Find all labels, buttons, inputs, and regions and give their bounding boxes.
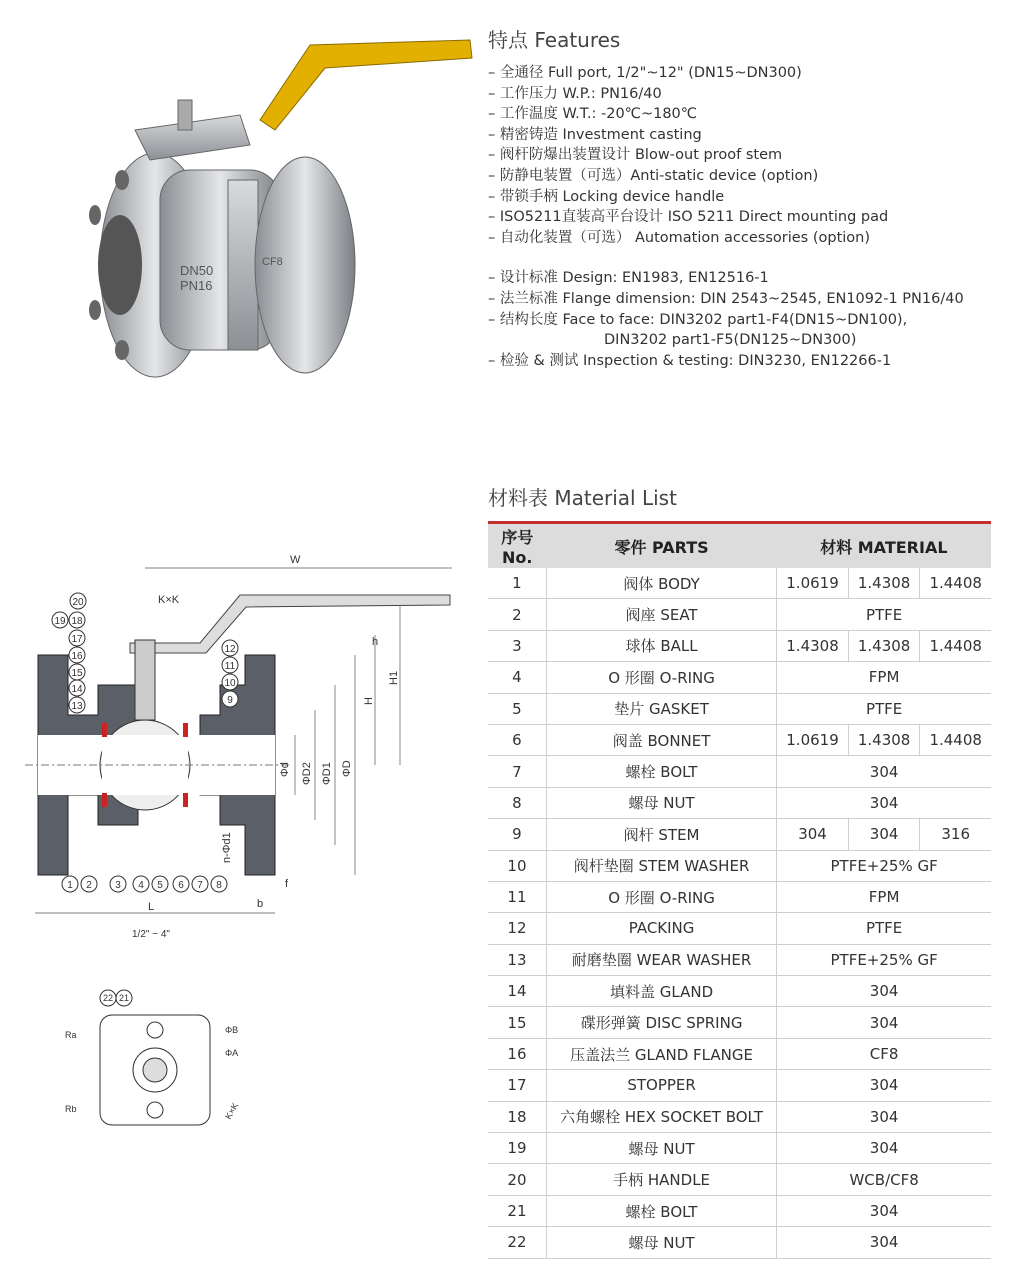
features-title: 特点 Features <box>488 28 621 52</box>
cell-no: 4 <box>488 662 546 693</box>
dim-phi-d1: ΦD1 <box>321 762 333 785</box>
cell-part: 螺栓 BOLT <box>546 1195 776 1226</box>
table-row <box>488 724 991 755</box>
callout: 2 <box>86 880 92 891</box>
table-row <box>488 1070 991 1101</box>
cell-part: 螺栓 BOLT <box>546 756 776 787</box>
cell-material: FPM <box>777 881 991 912</box>
callout: 1 <box>67 880 73 891</box>
cell-no: 15 <box>488 1007 546 1038</box>
cell-no: 5 <box>488 693 546 724</box>
table-row <box>488 1101 991 1132</box>
cell-part: 耐磨垫圈 WEAR WASHER <box>546 944 776 975</box>
cell-material: 1.0619 <box>777 568 849 599</box>
table-row <box>488 693 991 724</box>
cell-no: 14 <box>488 976 546 1007</box>
callout: 20 <box>72 597 84 608</box>
dim-f: f <box>285 878 289 890</box>
dim-b: b <box>257 898 264 910</box>
table-row <box>488 850 991 881</box>
table-row <box>488 1038 991 1069</box>
cell-no: 6 <box>488 724 546 755</box>
feature-item: – 自动化装置（可选） Automation accessories (option) <box>488 228 1003 249</box>
callout: 8 <box>216 880 222 891</box>
callout: 17 <box>71 634 83 645</box>
table-row <box>488 1227 991 1258</box>
dim-phi-big-d: ΦD <box>341 760 353 777</box>
feature-item: – ISO5211直装高平台设计 ISO 5211 Direct mounting pad <box>488 207 1003 228</box>
cell-no: 18 <box>488 1101 546 1132</box>
cell-part: 阀座 SEAT <box>546 599 776 630</box>
table-row <box>488 1164 991 1195</box>
dim-size-range: 1/2" ~ 4" <box>132 929 170 940</box>
section-drawing <box>20 545 465 945</box>
cell-part: O 形圈 O-RING <box>546 881 776 912</box>
label-phi-a: ΦA <box>225 1048 239 1058</box>
cell-no: 1 <box>488 568 546 599</box>
cell-no: 20 <box>488 1164 546 1195</box>
callout: 21 <box>119 993 130 1003</box>
table-row <box>488 756 991 787</box>
cell-material: 304 <box>777 787 991 818</box>
label-phi-b: ΦB <box>225 1025 239 1035</box>
cell-part: O 形圈 O-RING <box>546 662 776 693</box>
dim-phi-d: Φd <box>279 762 291 777</box>
table-row <box>488 662 991 693</box>
cell-material: 304 <box>777 976 991 1007</box>
feature-item: – 防静电装置（可选）Anti-static device (option) <box>488 166 1003 187</box>
cell-part: PACKING <box>546 913 776 944</box>
standard-item: – 法兰标准 Flange dimension: DIN 2543~2545, EN1092-1 PN16/40 <box>488 289 1003 310</box>
feature-item: – 全通径 Full port, 1/2"~12" (DN15~DN300) <box>488 63 1003 84</box>
material-table <box>488 521 991 1259</box>
dim-h1: H1 <box>388 670 400 685</box>
material-list-title: 材料表 Material List <box>488 486 677 510</box>
callout: 5 <box>157 880 163 891</box>
standard-item: – 结构长度 Face to face: DIN3202 part1-F4(DN15~DN100), <box>488 310 1003 331</box>
cell-no: 13 <box>488 944 546 975</box>
cell-no: 12 <box>488 913 546 944</box>
standard-item-continued: DIN3202 part1-F5(DN125~DN300) <box>604 332 857 349</box>
cell-no: 17 <box>488 1070 546 1101</box>
label-rb: Rb <box>65 1104 77 1114</box>
cell-material: 304 <box>777 1227 991 1258</box>
cell-material: PTFE+25% GF <box>777 944 991 975</box>
table-row <box>488 630 991 661</box>
callout: 16 <box>71 651 83 662</box>
callout: 7 <box>197 880 203 891</box>
feature-item: – 工作温度 W.T.: -20℃~180℃ <box>488 104 1003 125</box>
cell-material: PTFE+25% GF <box>777 850 991 881</box>
callout: 18 <box>71 616 83 627</box>
dim-kxk: K×K <box>158 594 180 606</box>
cell-material: 1.4308 <box>848 630 920 661</box>
cell-material: 304 <box>777 819 849 850</box>
callout: 10 <box>224 678 236 689</box>
cell-part: 六角螺栓 HEX SOCKET BOLT <box>546 1101 776 1132</box>
feature-item: – 精密铸造 Investment casting <box>488 125 1003 146</box>
cell-no: 7 <box>488 756 546 787</box>
cell-no: 2 <box>488 599 546 630</box>
cell-part: 螺母 NUT <box>546 787 776 818</box>
dim-phi-d2: ΦD2 <box>301 762 313 785</box>
dim-l: L <box>148 901 155 913</box>
cell-no: 11 <box>488 881 546 912</box>
callout: 12 <box>224 644 236 655</box>
cell-part: 填料盖 GLAND <box>546 976 776 1007</box>
cell-part: 碟形弹簧 DISC SPRING <box>546 1007 776 1038</box>
col-header-material: 材料 MATERIAL <box>820 537 948 557</box>
callout: 15 <box>71 668 83 679</box>
cell-material: 1.4408 <box>920 568 991 599</box>
feature-item: – 带锁手柄 Locking device handle <box>488 187 1003 208</box>
cell-material: 1.4408 <box>920 724 991 755</box>
callout: 4 <box>138 880 144 891</box>
cell-material: FPM <box>777 662 991 693</box>
body-marking-pn: PN16 <box>180 278 213 293</box>
feature-item: – 工作压力 W.P.: PN16/40 <box>488 84 1003 105</box>
material-list-section <box>488 482 991 1259</box>
cell-part: 压盖法兰 GLAND FLANGE <box>546 1038 776 1069</box>
top-view-drawing <box>50 980 270 1140</box>
cell-material: 1.4308 <box>777 630 849 661</box>
cell-no: 8 <box>488 787 546 818</box>
cell-part: 阀杆 STEM <box>546 819 776 850</box>
callout: 22 <box>103 993 114 1003</box>
cell-material: 304 <box>777 1133 991 1164</box>
callout: 9 <box>227 695 233 706</box>
table-row <box>488 819 991 850</box>
dim-h: H <box>363 697 375 705</box>
cell-material: PTFE <box>777 913 991 944</box>
callout: 3 <box>115 880 121 891</box>
table-row <box>488 568 991 599</box>
table-row <box>488 881 991 912</box>
cell-part: 手柄 HANDLE <box>546 1164 776 1195</box>
cell-material: 1.4408 <box>920 630 991 661</box>
cell-material: 304 <box>848 819 920 850</box>
cell-part: 阀体 BODY <box>546 568 776 599</box>
table-row <box>488 1133 991 1164</box>
cell-material: 1.4308 <box>848 568 920 599</box>
cell-material: PTFE <box>777 693 991 724</box>
dim-w: W <box>290 554 301 566</box>
table-row <box>488 976 991 1007</box>
table-row <box>488 944 991 975</box>
cell-material: 304 <box>777 1195 991 1226</box>
dim-small-h: h <box>372 636 379 648</box>
features-section <box>488 24 1003 371</box>
table-row <box>488 787 991 818</box>
callout: 11 <box>224 661 236 672</box>
cell-material: 304 <box>777 756 991 787</box>
bottom-callouts <box>62 876 227 892</box>
table-row <box>488 599 991 630</box>
cell-material: CF8 <box>777 1038 991 1069</box>
col-header-parts: 零件 PARTS <box>614 537 709 557</box>
cell-material: 1.4308 <box>848 724 920 755</box>
cell-no: 22 <box>488 1227 546 1258</box>
cell-material: 304 <box>777 1070 991 1101</box>
callout: 14 <box>71 684 83 695</box>
cell-material: PTFE <box>777 599 991 630</box>
table-row <box>488 1195 991 1226</box>
feature-item: – 阀杆防爆出装置设计 Blow-out proof stem <box>488 145 1003 166</box>
label-ra: Ra <box>65 1030 77 1040</box>
cell-part: 阀盖 BONNET <box>546 724 776 755</box>
dim-n-phi-d1: n-Φd1 <box>221 832 233 863</box>
cell-part: 阀杆垫圈 STEM WASHER <box>546 850 776 881</box>
callout: 6 <box>178 880 184 891</box>
cell-no: 10 <box>488 850 546 881</box>
table-header-row <box>488 523 991 569</box>
cell-no: 21 <box>488 1195 546 1226</box>
cell-material: 304 <box>777 1007 991 1038</box>
cell-material: WCB/CF8 <box>777 1164 991 1195</box>
cell-part: 垫片 GASKET <box>546 693 776 724</box>
features-list <box>488 63 1003 371</box>
list-spacer <box>488 248 1003 268</box>
table-row <box>488 1007 991 1038</box>
table-row <box>488 913 991 944</box>
body-marking-cf: CF8 <box>262 256 283 268</box>
inspection-item: – 检验 & 测试 Inspection & testing: DIN3230, EN12266-1 <box>488 351 1003 372</box>
cell-material: 304 <box>777 1101 991 1132</box>
cell-no: 19 <box>488 1133 546 1164</box>
label-kxk: K×K <box>223 1101 241 1121</box>
col-header-no: 序号No. <box>501 528 534 567</box>
cell-no: 9 <box>488 819 546 850</box>
cell-part: 螺母 NUT <box>546 1227 776 1258</box>
callout: 19 <box>54 616 66 627</box>
cell-part: 球体 BALL <box>546 630 776 661</box>
standard-item: – 设计标准 Design: EN1983, EN12516-1 <box>488 268 1003 289</box>
body-marking-dn: DN50 <box>180 263 214 278</box>
callout: 13 <box>71 701 83 712</box>
cell-material: 1.0619 <box>777 724 849 755</box>
cell-part: STOPPER <box>546 1070 776 1101</box>
cell-no: 3 <box>488 630 546 661</box>
cell-material: 316 <box>920 819 991 850</box>
valve-photo <box>60 20 480 390</box>
cell-part: 螺母 NUT <box>546 1133 776 1164</box>
cell-no: 16 <box>488 1038 546 1069</box>
